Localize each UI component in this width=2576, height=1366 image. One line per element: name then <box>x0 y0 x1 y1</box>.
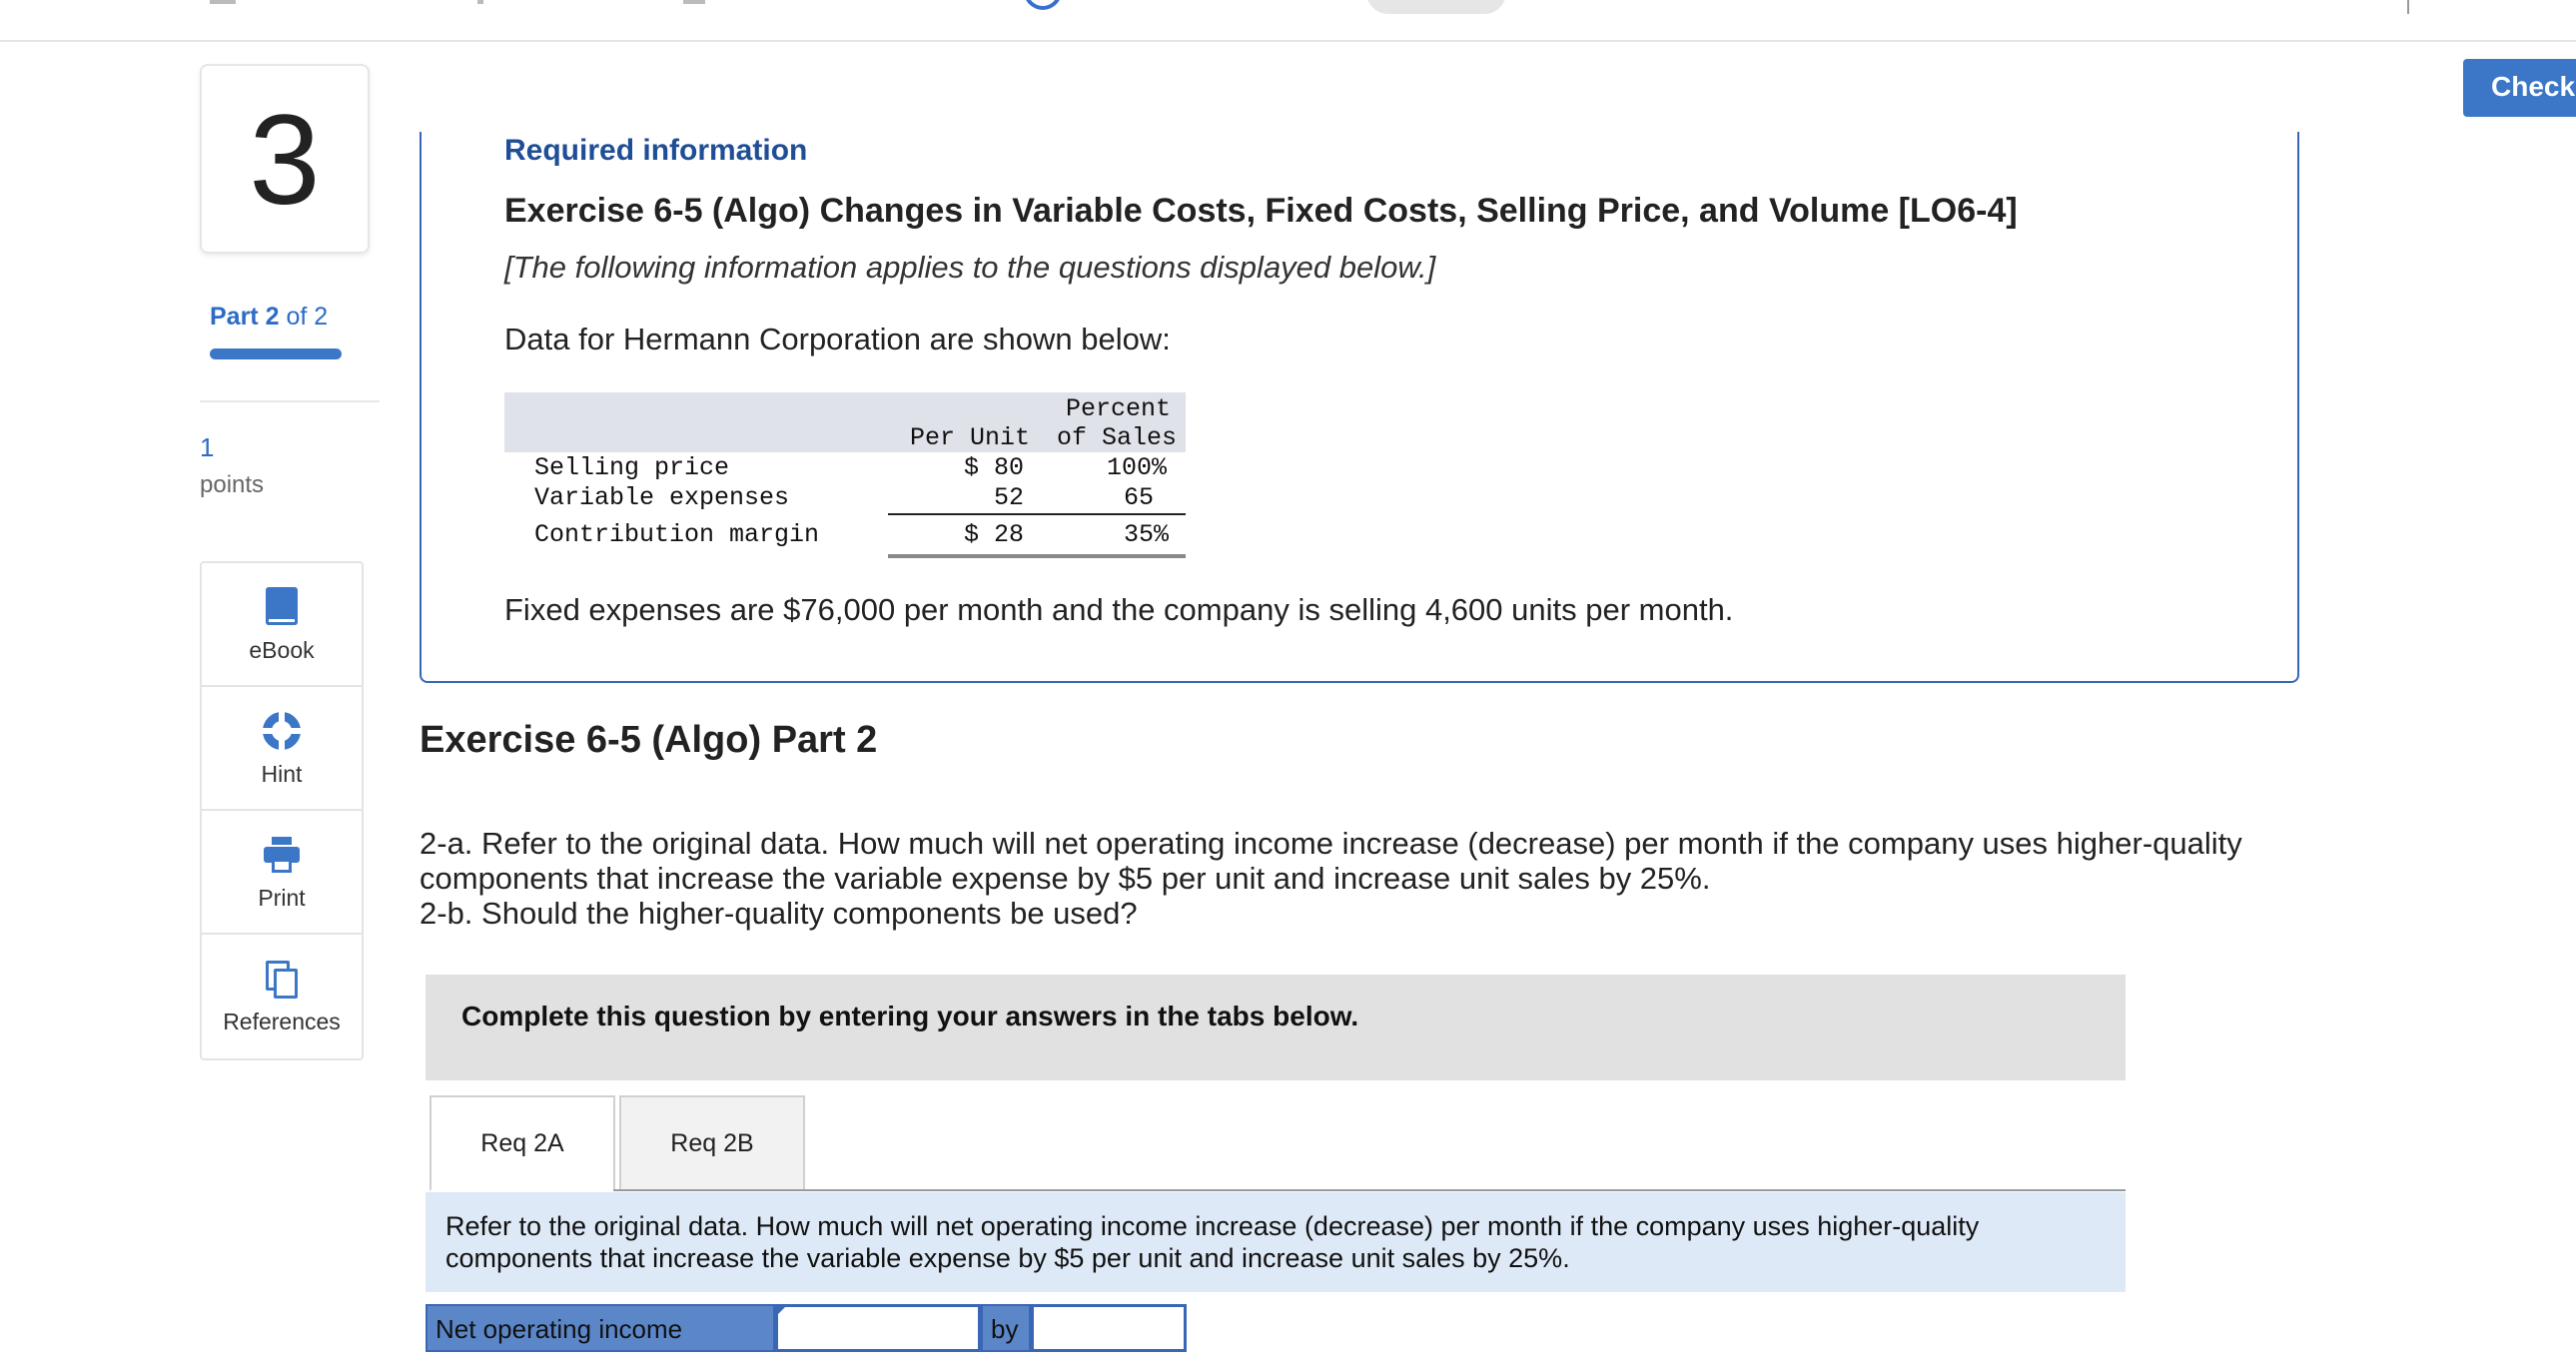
dropdown-marker-icon <box>777 1306 786 1315</box>
nav-pill-button[interactable] <box>1366 0 1506 14</box>
row-label: Contribution margin <box>534 520 820 549</box>
by-label: by <box>981 1304 1031 1352</box>
points-value: 1 <box>200 432 215 462</box>
part-indicator <box>210 303 328 332</box>
header-per-unit: Per Unit <box>910 423 1031 452</box>
print-label: Print <box>258 885 306 911</box>
nav-fragment <box>477 0 483 4</box>
row-per-unit: $ 28 <box>964 520 1025 549</box>
tab-req-2a[interactable]: Req 2A <box>429 1095 615 1191</box>
tools-panel <box>200 561 364 1060</box>
exercise-title: Exercise 6-5 (Algo) Changes in Variable Costs, Fixed Costs, Selling Price, and Volume [LO6-4] <box>504 192 2018 230</box>
question-2a: 2-a. Refer to the original data. How much will net operating income increase (decrease) per month if the company uses higher-quality components that increase the variable expense by $5 per unit and increase unit sales by 25%. <box>420 826 2242 896</box>
instructions-text: Complete this question by entering your answers in the tabs below. <box>461 1001 1359 1031</box>
ebook-label: eBook <box>249 637 315 663</box>
nav-status-icon[interactable] <box>1024 0 1062 10</box>
part-suffix: of 2 <box>286 303 329 331</box>
part2-title: Exercise 6-5 (Algo) Part 2 <box>420 719 878 761</box>
amount-input[interactable] <box>1031 1304 1187 1352</box>
data-intro: Data for Hermann Corporation are shown below: <box>504 322 1171 356</box>
part-prefix: Part <box>210 303 259 331</box>
change-direction-input[interactable] <box>775 1304 981 1352</box>
print-icon <box>262 835 302 875</box>
part-current: 2 <box>265 303 280 331</box>
question-number: 3 <box>200 64 370 254</box>
prompt-box: Refer to the original data. How much will net operating income increase (decrease) per month if the company uses higher-quality components that increase the variable expense by $5 per unit and increase unit sales by 25%. <box>426 1192 2126 1292</box>
sidebar-divider <box>200 400 380 402</box>
print-button[interactable] <box>202 811 362 935</box>
references-button[interactable] <box>202 935 362 1058</box>
nav-fragment <box>683 0 705 4</box>
check-button[interactable]: Check <box>2463 59 2576 117</box>
nav-fragment <box>210 0 236 4</box>
points-label: points <box>200 471 265 498</box>
hint-label: Hint <box>261 761 303 787</box>
tab-baseline <box>613 1189 2126 1191</box>
row-label: Variable expenses <box>534 483 790 512</box>
tab-req-2b[interactable]: Req 2B <box>619 1095 805 1191</box>
total-rule <box>888 554 1186 558</box>
fixed-expenses-text: Fixed expenses are $76,000 per month and the company is selling 4,600 units per month. <box>504 592 1734 627</box>
subtotal-rule <box>888 513 1186 515</box>
row-percent: 65 <box>1124 483 1155 512</box>
references-icon <box>262 959 302 999</box>
part-progress-bar <box>210 348 342 359</box>
references-label: References <box>223 1009 341 1034</box>
top-navigation-bar <box>0 0 2576 42</box>
instructions-box <box>426 975 2126 1080</box>
question-2b: 2-b. Should the higher-quality components be used? <box>420 896 1138 931</box>
row-percent: 100% <box>1107 453 1168 482</box>
ebook-button[interactable] <box>202 563 362 687</box>
row-per-unit: $ 80 <box>964 453 1025 482</box>
header-of-sales: of Sales <box>1057 423 1178 452</box>
net-operating-income-label: Net operating income <box>426 1304 775 1352</box>
nav-divider <box>2407 0 2409 14</box>
ebook-icon <box>262 587 302 627</box>
row-per-unit: 52 <box>994 483 1025 512</box>
question-text <box>420 826 2317 931</box>
required-info-heading: Required information <box>504 134 808 167</box>
header-percent: Percent <box>1066 394 1172 423</box>
hint-icon <box>262 711 302 751</box>
row-percent: 35% <box>1124 520 1170 549</box>
row-label: Selling price <box>534 453 730 482</box>
info-note: [The following information applies to the questions displayed below.] <box>504 250 1436 285</box>
hint-button[interactable] <box>202 687 362 811</box>
